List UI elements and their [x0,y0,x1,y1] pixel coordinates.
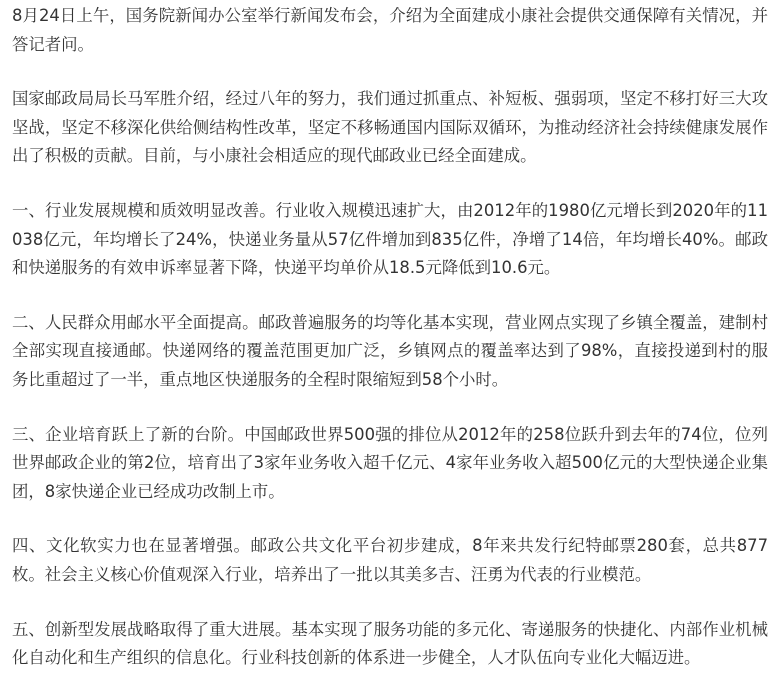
paragraph-point-1: 一、行业发展规模和质效明显改善。行业收入规模迅速扩大，由2012年的1980亿元增长到2020年的11038亿元，年均增长了24%，快递业务量从57亿件增加到835亿件，净增了14倍，年均增长40%。邮政和快递服务的有效申诉率显著下降，快递平均单价从18.5元降低到10.6元。 [12,200,768,278]
paragraph-point-2: 二、人民群众用邮水平全面提高。邮政普遍服务的均等化基本实现，营业网点实现了乡镇全覆盖，建制村全部实现直接通邮。快递网络的覆盖范围更加广泛，乡镇网点的覆盖率达到了98%，直接投递到村的服务比重超过了一半，重点地区快递服务的全程时限缩短到58个小时。 [12,312,768,389]
paragraph-intro: 8月24日上午，国务院新闻办公室举行新闻发布会，介绍为全面建成小康社会提供交通保障有关情况，并答记者问。 [12,6,768,54]
paragraph-point-5: 五、创新型发展战略取得了重大进展。基本实现了服务功能的多元化、寄递服务的快捷化、内部作业机械化自动化和生产组织的信息化。行业科技创新的体系进一步健全，人才队伍向专业化大幅迈进。 [12,619,768,668]
paragraph-point-3: 三、企业培育跃上了新的台阶。中国邮政世界500强的排位从2012年的258位跃升到去年的74位，位列世界邮政企业的第2位，培育出了3家年业务收入超千亿元、4家年业务收入超500亿元的大型快递企业集团，8家快递企业已经成功改制上市。 [12,424,768,501]
paragraph-point-4: 四、文化软实力也在显著增强。邮政公共文化平台初步建成，8年来共发行纪特邮票280套，总共877枚。社会主义核心价值观深入行业，培养出了一批以其美多吉、汪勇为代表的行业模范。 [12,536,768,584]
paragraph-overview: 国家邮政局局长马军胜介绍，经过八年的努力，我们通过抓重点、补短板、强弱项，坚定不移打好三大攻坚战，坚定不移深化供给侧结构性改革，坚定不移畅通国内国际双循环，为推动经济社会持续健康发展作出了积极的贡献。目前，与小康社会相适应的现代邮政业已经全面建成。 [12,89,768,166]
